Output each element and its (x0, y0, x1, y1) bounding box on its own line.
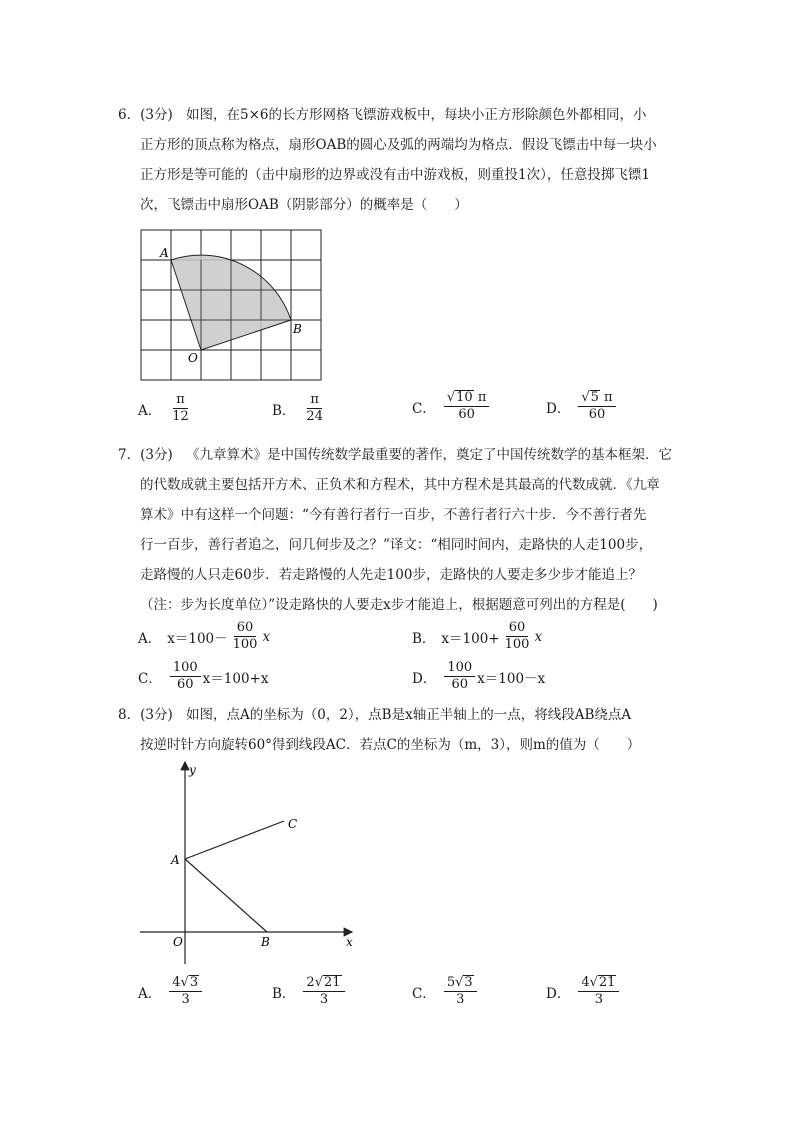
q6-option-a[interactable] (138, 392, 194, 425)
q8-option-d[interactable] (546, 975, 621, 1008)
sqrt: √ 21 (589, 975, 616, 990)
q8-option-c[interactable] (412, 975, 479, 1008)
q8-option-a[interactable] (138, 975, 204, 1008)
fraction: $\frac{100}{60}$ (444, 660, 475, 693)
sqrt: √ 3 (455, 975, 473, 990)
option-label: B． (272, 985, 296, 1002)
q8-coordinate-figure (130, 758, 370, 970)
option-label: C． (138, 670, 162, 687)
option-label: B． (272, 402, 296, 419)
segment-ac (185, 821, 284, 859)
option-label: D． (546, 985, 571, 1002)
q6-option-d[interactable] (546, 390, 618, 423)
q7-option-b[interactable]: B． x＝100+ $\frac{60}{100}$ x (412, 620, 543, 652)
q7-option-d[interactable]: D． $\frac{100}{60}$ x＝100－x (412, 660, 546, 692)
q6-grid-figure (130, 222, 340, 387)
q6-line-1: 如图，在5×6的长方形网格飞镖游戏板中，每块小正方形除颜色外都相同，小 (186, 107, 647, 123)
fraction: $\frac{\pi}{12}$ (172, 392, 189, 424)
sqrt: √ 3 (180, 975, 199, 990)
label-o: O (188, 351, 198, 365)
fraction: $\frac{60}{100}$ (504, 620, 530, 652)
q7-line-3: 算术》中有这样一个问题：“今有善行者行一百步，不善行者行六十步．今不善行者先 (140, 507, 647, 523)
q6-line-2: 正方形的顶点称为格点，扇形OAB的圆心及弧的两端均为格点．假设飞镖击中每一块小 (140, 137, 657, 153)
q7-option-a[interactable]: A． x＝100－ $\frac{60}{100}$ x (138, 620, 271, 652)
option-label: A． (138, 402, 162, 419)
q8-line-2: 按逆时针方向旋转60°得到线段AC．若点C的坐标为（m，3），则m的值为（ ） (140, 737, 641, 753)
q7-line-4: 行一百步，善行者追之，问几何步及之？”译文：“相同时间内，走路快的人走100步， (140, 537, 653, 553)
fraction: 4 √ 3 3 (169, 975, 202, 1008)
option-label: B． (412, 630, 436, 647)
sqrt: √ 5 (581, 390, 599, 405)
q7-option-c[interactable]: C． $\frac{100}{60}$ x＝100+x (138, 660, 269, 692)
option-label: C． (412, 400, 436, 417)
option-label: C． (412, 985, 436, 1002)
fraction: √ 10 π 60 (444, 390, 490, 423)
option-label: A． (138, 985, 162, 1002)
option-label: D． (546, 400, 571, 417)
segment-ab (185, 859, 267, 932)
q8-number: 8．(3分) (118, 707, 173, 723)
fraction: $\frac{100}{60}$ (170, 660, 201, 693)
label-a: A (171, 853, 180, 867)
sqrt: √ 10 (446, 390, 473, 405)
q6-number: 6．(3分) (118, 107, 173, 123)
q6-option-c[interactable] (412, 390, 491, 423)
fraction: $\frac{\pi}{24}$ (306, 392, 323, 424)
fraction: √ 5 π 60 (578, 390, 615, 423)
fraction: $\frac{60}{100}$ (232, 620, 258, 652)
sqrt: √ 21 (314, 975, 341, 990)
q8-line-1: 如图，点A的坐标为（0，2），点B是x轴正半轴上的一点，将线段AB绕点A (186, 707, 632, 723)
option-label: D． (412, 670, 437, 687)
label-b: B (293, 322, 302, 336)
label-o: O (173, 935, 183, 949)
q6-line-4: 次，飞镖击中扇形OAB（阴影部分）的概率是（ ） (140, 197, 468, 213)
q8-option-b[interactable] (272, 975, 347, 1008)
q7-line-1: 《九章算术》是中国传统数学最重要的著作，奠定了中国传统数学的基本框架．它 (186, 447, 672, 463)
fraction: 5 √ 3 3 (444, 975, 477, 1008)
label-x: x (346, 935, 353, 949)
label-b: B (261, 935, 270, 949)
label-a: A (160, 246, 169, 260)
q7-line-6: （注：步为长度单位）”设走路快的人要走x步才能追上，根据题意可列出的方程是( ) (140, 597, 658, 613)
q6-line-3: 正方形是等可能的（击中扇形的边界或没有击中游戏板，则重投1次），任意投掷飞镖1 (140, 167, 650, 183)
option-label: A． (138, 630, 162, 647)
q7-number: 7．(3分) (118, 447, 173, 463)
q7-line-2: 的代数成就主要包括开方术、正负术和方程术，其中方程术是其最高的代数成就．《九章 (140, 477, 660, 493)
q7-line-5: 走路慢的人只走60步．若走路慢的人先走100步，走路快的人要走多少步才能追上？ (140, 567, 642, 583)
fraction: 2 √ 21 3 (303, 975, 344, 1008)
fraction: 4 √ 21 3 (578, 975, 619, 1008)
label-c: C (288, 817, 298, 831)
label-y: y (189, 763, 196, 777)
q6-option-b[interactable] (272, 392, 328, 425)
